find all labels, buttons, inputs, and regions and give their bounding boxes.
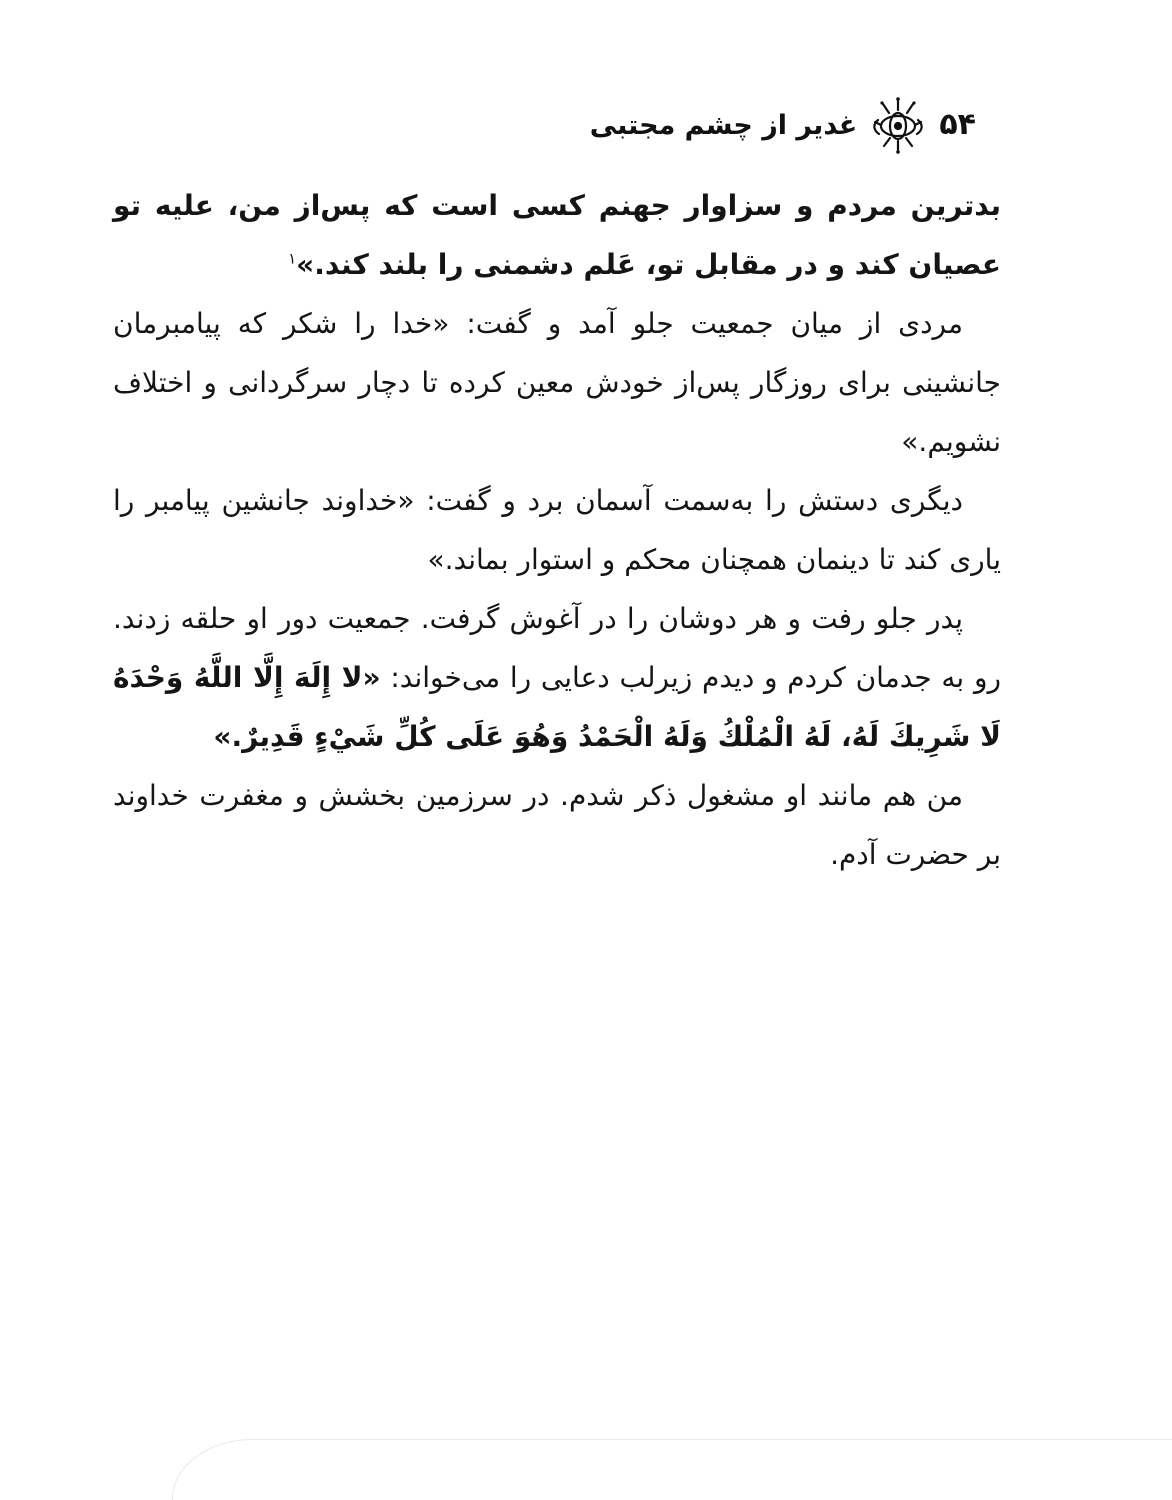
paragraph-4 [113, 589, 1001, 766]
page-edge [172, 1439, 1172, 1500]
page-header [590, 96, 976, 154]
paragraph-4-text: پدر جلو رفت و هر دوشان را در آغوش گرفت. جمعیت دور او حلقه زدند. رو به جدمان کردم و دیدم زیرلب دعایی را می‌خواند: [113, 602, 1002, 694]
prayer-quote: «لا إِلَهَ إِلَّا اللَّهُ وَحْدَهُ لَا شَرِيكَ لَهُ، لَهُ الْمُلْكُ وَلَهُ الْحَمْدُ وَهُوَ عَلَى كُلِّ شَيْءٍ قَدِيرٌ.» [113, 661, 1001, 753]
paragraph-1 [113, 176, 1001, 294]
footnote-reference: ۱ [288, 249, 297, 268]
paragraph-2: مردی از میان جمعیت جلو آمد و گفت: «خدا را شکر که پیامبرمان جانشینی برای روزگار پس‌از خودش معین کرده تا دچار سرگردانی و اختلاف نشویم.» [113, 307, 1001, 458]
paragraph-1-text: بدترین مردم و سزاوار جهنم کسی است که پس‌از من، علیه تو عصیان کند و در مقابل تو، عَلم دشمنی را بلند کند.» [113, 189, 1001, 281]
running-title: غدیر از چشم مجتبی [589, 109, 858, 141]
body-text [113, 176, 1001, 884]
paragraph-5: من هم مانند او مشغول ذکر شدم. در سرزمین بخشش و مغفرت خداوند بر حضرت آدم. [113, 779, 1001, 871]
page-number: ۵۴ [939, 107, 976, 142]
paragraph-3: دیگری دستش را به‌سمت آسمان برد و گفت: «خداوند جانشین پیامبر را یاری کند تا دینمان همچنان محکم و استوار بماند.» [113, 484, 1001, 576]
floral-ornament-icon [869, 96, 927, 154]
